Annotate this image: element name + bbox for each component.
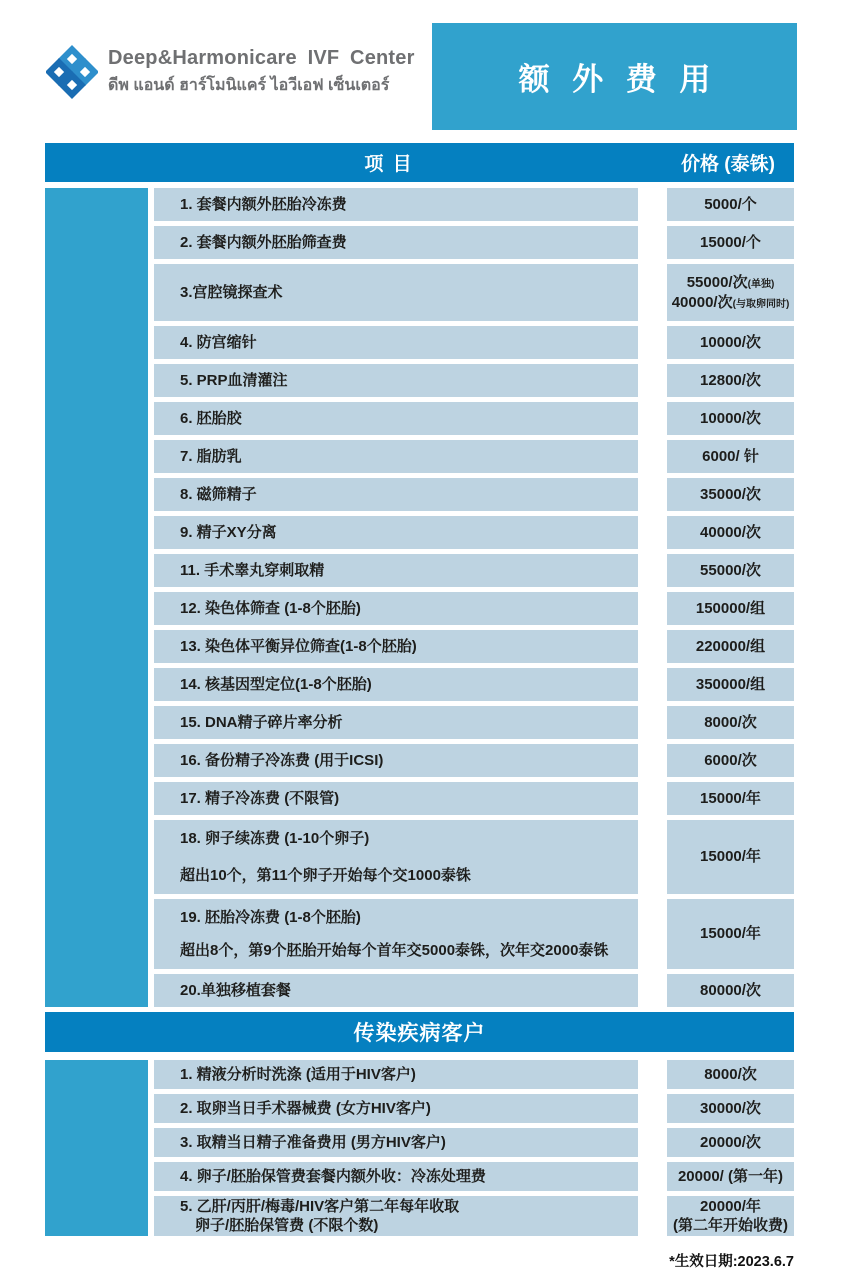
price-cell — [667, 188, 794, 221]
price-text: 8000/次 — [704, 1065, 757, 1083]
item-column-header: 项 目 — [364, 154, 414, 175]
price-cell — [667, 326, 794, 359]
price-cell — [667, 364, 794, 397]
table-row — [154, 899, 794, 969]
table-row — [154, 1128, 794, 1157]
price-text: 20000/次 — [700, 1133, 761, 1151]
item-text: 20.单独移植套餐 — [180, 981, 291, 999]
price-cell — [667, 402, 794, 435]
price-cell — [667, 592, 794, 625]
price-text: 15000/年 — [700, 925, 761, 943]
page-title: 额 外 费 用 — [518, 62, 718, 97]
item-cell — [154, 899, 638, 969]
item-cell — [154, 188, 638, 221]
item-cell — [154, 326, 638, 359]
item-cell — [154, 402, 638, 435]
price-cell — [667, 706, 794, 739]
item-text: 15. DNA精子碎片率分析 — [180, 713, 343, 731]
item-cell — [154, 668, 638, 701]
price-cell — [667, 1162, 794, 1191]
clinic-logo-icon — [46, 44, 98, 100]
item-text: 17. 精子冷冻费 (不限管) — [180, 789, 340, 807]
table-row — [154, 554, 794, 587]
item-text: 2. 取卵当日手术器械费 (女方HIV客户) — [180, 1099, 431, 1117]
price-text: 15000/年 — [700, 848, 761, 866]
item-cell — [154, 630, 638, 663]
price-cell — [667, 516, 794, 549]
price-text: 15000/年 — [700, 789, 761, 807]
price-text: 20000/ (第一年) — [677, 1167, 784, 1185]
item-text: 12. 染色体筛查 (1-8个胚胎) — [180, 599, 361, 617]
price-text: 15000/个 — [700, 233, 761, 251]
item-cell — [154, 1162, 638, 1191]
price-text: 55000/次 — [700, 561, 761, 579]
price-cell — [667, 782, 794, 815]
item-text: 19. 胚胎冷冻费 (1-8个胚胎) — [180, 909, 361, 926]
effective-date-note: *生效日期:2023.6.7 — [669, 1254, 794, 1270]
price-text: 12800/次 — [700, 371, 761, 389]
section-header-infectious — [45, 1012, 794, 1052]
price-text: 80000/次 — [700, 981, 761, 999]
price-cell — [667, 899, 794, 969]
price-text: 350000/组 — [695, 675, 766, 693]
price-cell — [667, 264, 794, 321]
item-text: 1. 精液分析时洗涤 (适用于HIV客户) — [180, 1065, 416, 1083]
table-row — [154, 820, 794, 894]
table-row — [154, 630, 794, 663]
item-text: 3.宫腔镜探查术 — [180, 283, 283, 301]
price-column-header: 价格 (泰铢) — [681, 154, 775, 175]
price-cell — [667, 1196, 794, 1236]
item-cell — [154, 782, 638, 815]
item-cell — [154, 554, 638, 587]
table-row — [154, 326, 794, 359]
item-cell — [154, 820, 638, 894]
table-row — [154, 364, 794, 397]
price-text: 40000/次 — [671, 293, 733, 311]
item-text: 13. 染色体平衡异位筛查(1-8个胚胎) — [180, 637, 417, 655]
table-row — [154, 226, 794, 259]
item-text: 4. 卵子/胚胎保管费套餐内额外收：冷冻处理费 — [180, 1167, 486, 1185]
price-text: 5000/个 — [704, 195, 757, 213]
price-cell — [667, 226, 794, 259]
price-cell — [667, 1094, 794, 1123]
table-row — [154, 1162, 794, 1191]
price-text: 10000/次 — [700, 333, 761, 351]
table-rows — [154, 1060, 794, 1236]
item-text: 6. 胚胎胶 — [180, 409, 242, 427]
price-cell — [667, 440, 794, 473]
table-row — [154, 668, 794, 701]
price-cell — [667, 1128, 794, 1157]
table-row — [154, 744, 794, 777]
item-text: 14. 核基因型定位(1-8个胚胎) — [180, 675, 372, 693]
price-text: 6000/次 — [704, 751, 757, 769]
item-text: 18. 卵子续冻费 (1-10个卵子) — [180, 830, 370, 847]
page-title-box — [432, 23, 797, 130]
price-cell — [667, 1060, 794, 1089]
price-cell — [667, 974, 794, 1007]
table-row — [154, 592, 794, 625]
item-text: 3. 取精当日精子准备费用 (男方HIV客户) — [180, 1133, 446, 1151]
item-cell — [154, 478, 638, 511]
price-text: 35000/次 — [700, 485, 761, 503]
section-header-label: 传染疾病客户 — [353, 1022, 486, 1045]
price-text: 220000/组 — [695, 637, 766, 655]
item-text: 5. 乙肝/丙肝/梅毒/HIV客户第二年每年收取 — [180, 1197, 460, 1215]
price-text: 20000/年 — [700, 1197, 761, 1215]
price-note: (与取卵同时) — [732, 298, 790, 310]
item-text: 2. 套餐内额外胚胎筛查费 — [180, 233, 347, 251]
item-text: 1. 套餐内额外胚胎冷冻费 — [180, 195, 347, 213]
item-text: 7. 脂肪乳 — [180, 447, 242, 465]
table-rows — [154, 188, 794, 1007]
table-row — [154, 440, 794, 473]
item-text: 5. PRP血清灌注 — [180, 371, 288, 389]
price-cell — [667, 668, 794, 701]
table-row — [154, 1094, 794, 1123]
fees-table-infectious — [45, 1060, 794, 1236]
table-row — [154, 1060, 794, 1089]
item-cell — [154, 1128, 638, 1157]
item-cell — [154, 364, 638, 397]
price-cell — [667, 744, 794, 777]
item-cell — [154, 592, 638, 625]
item-text: 卵子/胚胎保管费 (不限个数) — [195, 1217, 379, 1234]
price-text: 40000/次 — [700, 523, 761, 541]
item-cell — [154, 516, 638, 549]
table-row — [154, 516, 794, 549]
table-row — [154, 974, 794, 1007]
table-row — [154, 478, 794, 511]
item-text: 超出10个，第11个卵子开始每个交1000泰铢 — [180, 866, 471, 884]
table-row — [154, 402, 794, 435]
item-text: 8. 磁筛精子 — [180, 485, 257, 503]
price-text: 10000/次 — [700, 409, 761, 427]
price-cell — [667, 478, 794, 511]
brand-text — [108, 47, 415, 98]
item-cell — [154, 440, 638, 473]
clinic-name-thai: ดีพ แอนด์ ฮาร์โมนิแคร์ ไอวีเอฟ เซ็นเตอร์ — [108, 76, 390, 94]
item-text: 11. 手术睾丸穿刺取精 — [180, 561, 325, 579]
item-cell — [154, 264, 638, 321]
price-text: 8000/次 — [704, 713, 757, 731]
table-column-header — [45, 143, 794, 182]
item-text: 超出8个，第9个胚胎开始每个首年交5000泰铢，次年交2000泰铢 — [180, 941, 609, 959]
table-side-accent — [45, 188, 148, 1007]
item-cell — [154, 706, 638, 739]
item-cell — [154, 1196, 638, 1236]
item-cell — [154, 744, 638, 777]
price-cell — [667, 820, 794, 894]
table-row — [154, 782, 794, 815]
item-text: 4. 防宫缩针 — [180, 333, 257, 351]
price-note: (单独) — [747, 279, 775, 290]
price-text: 150000/组 — [695, 599, 766, 617]
item-cell — [154, 1060, 638, 1089]
brand-header — [46, 44, 415, 100]
item-cell — [154, 226, 638, 259]
item-text: 9. 精子XY分离 — [180, 523, 277, 541]
table-row — [154, 264, 794, 321]
price-text: (第二年开始收费) — [673, 1217, 788, 1234]
table-row — [154, 1196, 794, 1236]
table-side-accent — [45, 1060, 148, 1236]
item-cell — [154, 1094, 638, 1123]
clinic-name-english: Deep&Harmonicare IVF Center — [108, 46, 415, 69]
price-cell — [667, 630, 794, 663]
item-text: 16. 备份精子冷冻费 (用于ICSI) — [180, 751, 384, 769]
price-text: 30000/次 — [700, 1099, 761, 1117]
price-cell — [667, 554, 794, 587]
price-text: 55000/次 — [686, 274, 748, 291]
table-row — [154, 706, 794, 739]
table-row — [154, 188, 794, 221]
fees-table-main — [45, 188, 794, 1007]
item-cell — [154, 974, 638, 1007]
price-text: 6000/ 针 — [702, 447, 759, 465]
